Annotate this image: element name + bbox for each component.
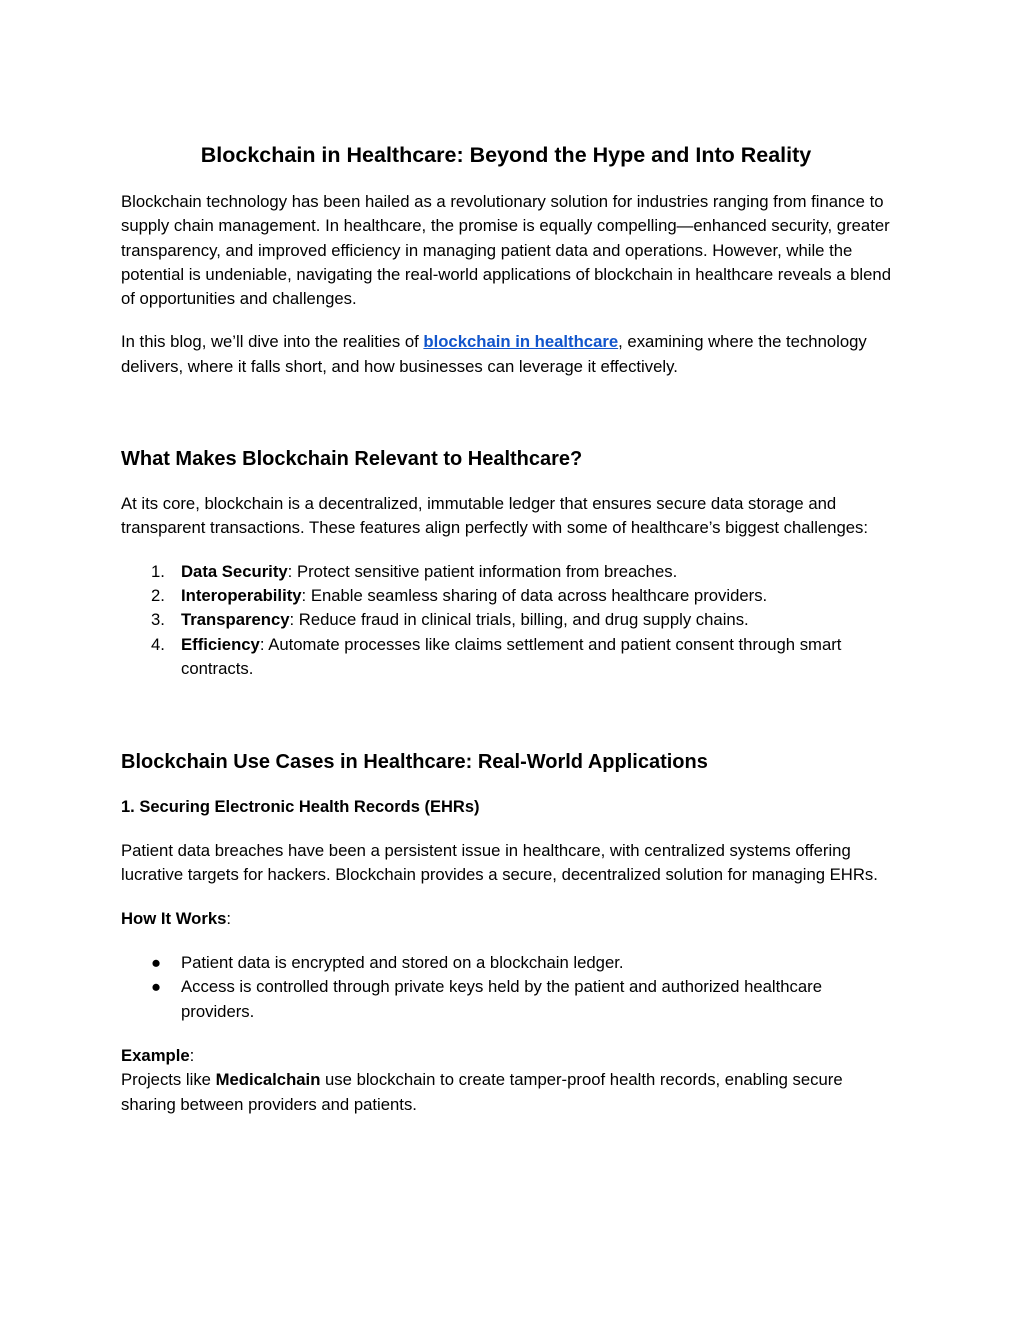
how-it-works-colon: : [226, 908, 232, 928]
example-text-before: Projects like [121, 1070, 216, 1090]
list-number: 1. [151, 561, 165, 581]
example-text-after: use blockchain to create tamper-proof health records, enabling secure sharing between providers and patients. [121, 1070, 843, 1114]
how-it-works-term: How It Works [121, 908, 227, 928]
ehr-subheading: 1. Securing Electronic Health Records (EHRs) [121, 798, 480, 817]
intro-paragraph-link [121, 330, 891, 379]
intro-paragraph: Blockchain technology has been hailed as a revolutionary solution for industries ranging from finance to supply chain management. In healthcare, the promise is equally compelling—enhanced security, greater transparency, and improved efficiency in managing patient data and operations. However, while the potential is undeniable, navigating the real-world applications of blockchain in healthcare reveals a blend of opportunities and challenges. [121, 192, 891, 309]
list-item [121, 608, 891, 632]
bullet-icon: ● [151, 953, 162, 973]
list-item [121, 633, 891, 682]
list-term: Efficiency [181, 634, 260, 654]
list-item [121, 584, 891, 608]
relevance-section [121, 446, 891, 681]
list-item [121, 975, 891, 1024]
list-text: Access is controlled through private keys held by the patient and authorized healthcare providers. [181, 977, 823, 1021]
how-it-works-label [121, 907, 891, 931]
list-text: Patient data is encrypted and stored on a blockchain ledger. [181, 953, 624, 973]
list-text: : Reduce fraud in clinical trials, billing, and drug supply chains. [289, 610, 749, 630]
bullet-icon: ● [151, 977, 162, 997]
example-term: Example [121, 1045, 190, 1065]
document-content [121, 141, 891, 1117]
list-term: Transparency [181, 610, 290, 630]
blockchain-in-healthcare-link[interactable]: blockchain in healthcare [423, 332, 619, 352]
list-item [121, 560, 891, 584]
list-number: 2. [151, 585, 165, 605]
example-paragraph [121, 1068, 891, 1117]
intro-text-after: , examining where the technology delivers, where it falls short, and how businesses can leverage it effectively. [121, 332, 867, 376]
list-text: : Enable seamless sharing of data across healthcare providers. [301, 585, 768, 605]
how-it-works-list [121, 951, 891, 1024]
list-text: : Protect sensitive patient information from breaches. [287, 561, 678, 581]
list-text: : Automate processes like claims settlement and patient consent through smart contracts. [181, 634, 842, 678]
example-label [121, 1044, 891, 1068]
list-term: Data Security [181, 561, 288, 581]
list-term: Interoperability [181, 585, 302, 605]
use-cases-heading: Blockchain Use Cases in Healthcare: Real-World Applications [121, 751, 708, 774]
document-title: Blockchain in Healthcare: Beyond the Hype and Into Reality [200, 143, 812, 167]
example-colon: : [189, 1045, 195, 1065]
list-item [121, 951, 891, 975]
medicalchain-term: Medicalchain [215, 1070, 321, 1090]
relevance-paragraph: At its core, blockchain is a decentralized, immutable ledger that ensures secure data storage and transparent transactions. These features align perfectly with some of healthcare’s biggest challenges: [121, 494, 869, 538]
use-cases-section [121, 749, 891, 1117]
relevance-list [121, 560, 891, 681]
relevance-heading: What Makes Blockchain Relevant to Healthcare? [121, 448, 583, 471]
ehr-paragraph: Patient data breaches have been a persistent issue in healthcare, with centralized systems offering lucrative targets for hackers. Blockchain provides a secure, decentralized solution for managing EHRs. [121, 841, 878, 885]
intro-text-before: In this blog, we’ll dive into the realities of [121, 332, 424, 352]
list-number: 3. [151, 610, 165, 630]
list-number: 4. [151, 634, 165, 654]
